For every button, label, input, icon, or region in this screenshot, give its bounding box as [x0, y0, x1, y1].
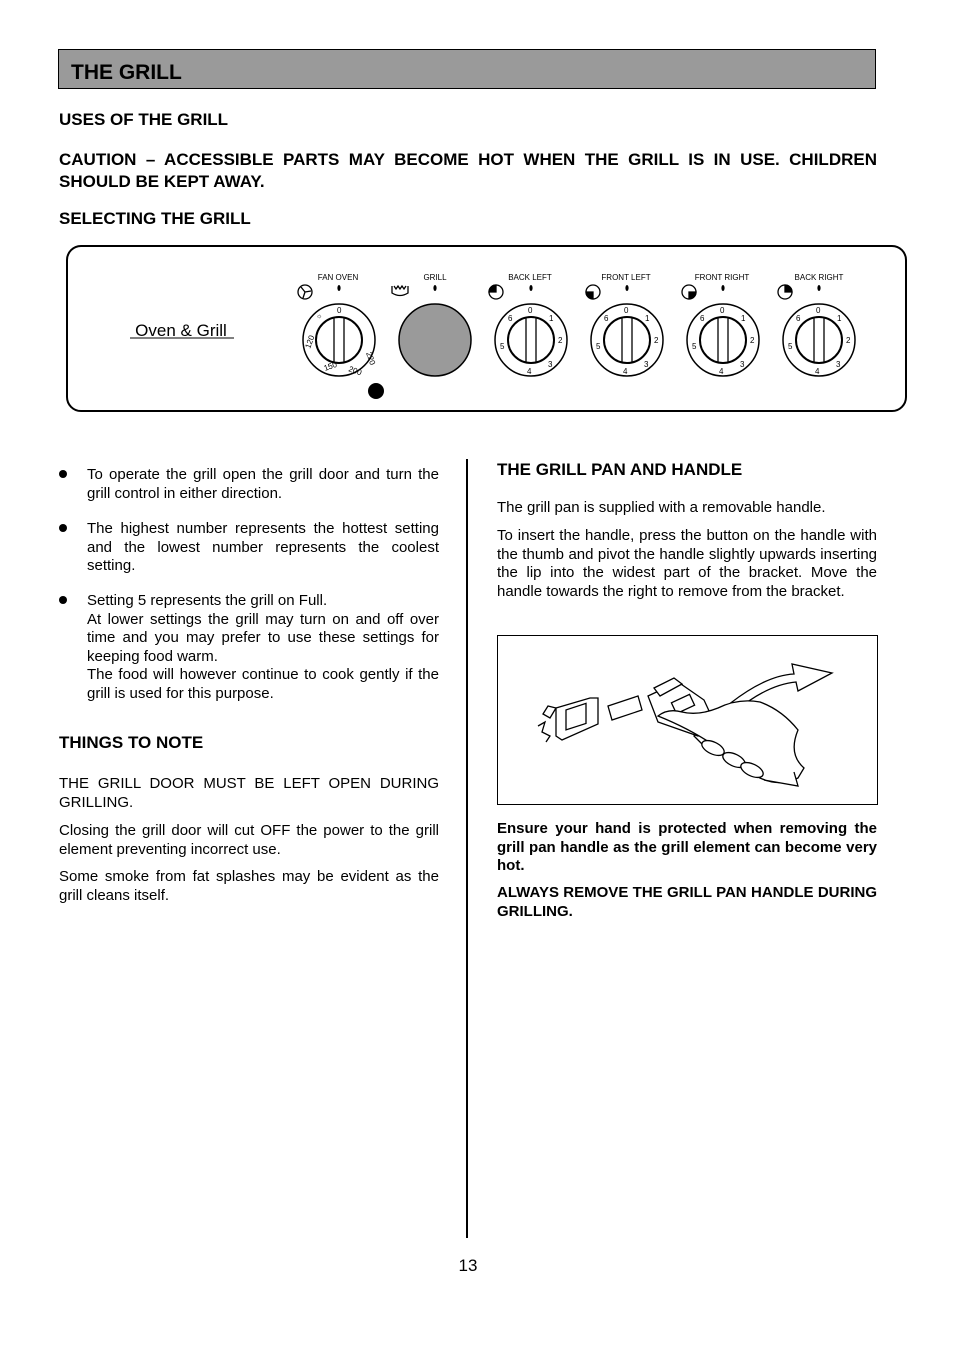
svg-text:2: 2	[750, 336, 755, 345]
smoke-note: Some smoke from fat splashes may be evident as the grill cleans itself.	[59, 868, 439, 904]
hob-front-right-icon	[682, 285, 696, 299]
lower-settings-text: At lower settings the grill may turn on and off over time and you may prefer to use these settings for keeping food warm.	[87, 610, 439, 665]
bullet-highest-number: The highest number represents the hottest setting and the lowest number represents the coolest setting.	[87, 520, 439, 574]
svg-text:6: 6	[700, 314, 705, 323]
pan-supplied-text: The grill pan is supplied with a removable handle.	[497, 499, 826, 516]
svg-text:200: 200	[347, 364, 363, 378]
svg-text:6: 6	[604, 314, 609, 323]
svg-text:120: 120	[303, 334, 317, 350]
svg-text:4: 4	[719, 367, 724, 376]
insert-handle-text: To insert the handle, press the button on the handle with the thumb and pivot the handle slightly upwards inserting the lip into the widest part of the bracket. Move the handle towards the right to remove from the bracket.	[497, 527, 877, 600]
brand-label: Oven & Grill	[135, 321, 227, 340]
knob-label-front-left: FRONT LEFT	[601, 273, 651, 282]
setting-5-text: Setting 5 represents the grill on Full.	[87, 592, 328, 609]
svg-text:220: 220	[364, 350, 378, 367]
svg-text:0: 0	[720, 306, 725, 315]
hand-protection-warning: Ensure your hand is protected when removing the grill pan handle as the grill element can become very hot.	[497, 820, 877, 874]
control-panel-illustration	[66, 245, 908, 413]
svg-text:5: 5	[788, 342, 793, 351]
svg-text:3: 3	[740, 360, 745, 369]
svg-text:5: 5	[692, 342, 697, 351]
bullet-dot	[59, 524, 67, 532]
svg-text:4: 4	[623, 367, 628, 376]
svg-text:0: 0	[816, 306, 821, 315]
svg-text:1: 1	[837, 314, 842, 323]
section-title: THE GRILL	[71, 61, 182, 84]
section-title-bar	[58, 49, 876, 89]
bullet-setting-5	[87, 592, 439, 703]
svg-text:0: 0	[528, 306, 533, 315]
svg-text:6: 6	[796, 314, 801, 323]
svg-text:150: 150	[322, 359, 339, 373]
grill-door-open-note: THE GRILL DOOR MUST BE LEFT OPEN DURING GRILLING.	[59, 775, 439, 811]
hand-icon	[658, 701, 804, 786]
svg-text:2: 2	[654, 336, 659, 345]
svg-text:3: 3	[548, 360, 553, 369]
things-to-note-heading: THINGS TO NOTE	[59, 733, 204, 752]
svg-text:2: 2	[846, 336, 851, 345]
svg-text:0: 0	[624, 306, 629, 315]
cook-gently-text: The food will however continue to cook gently if the grill is used for this purpose.	[87, 666, 439, 702]
svg-text:3: 3	[644, 360, 649, 369]
svg-text:0: 0	[337, 306, 342, 315]
svg-text:6: 6	[508, 314, 513, 323]
bullet-operate: To operate the grill open the grill door and turn the grill control in either direction.	[87, 466, 439, 502]
grill-control-knob	[399, 304, 471, 376]
hob-front-left-icon	[586, 285, 600, 299]
knob-label-back-right: BACK RIGHT	[794, 273, 844, 282]
page-number: 13	[458, 1256, 478, 1275]
selecting-heading: SELECTING THE GRILL	[59, 209, 251, 228]
grill-pan-heading: THE GRILL PAN AND HANDLE	[497, 460, 743, 479]
closing-door-note: Closing the grill door will cut OFF the power to the grill element preventing incorrect use.	[59, 822, 439, 858]
svg-text:1: 1	[549, 314, 554, 323]
svg-text:☼: ☼	[316, 313, 323, 320]
uses-heading: USES OF THE GRILL	[59, 110, 229, 129]
svg-text:4: 4	[527, 367, 532, 376]
svg-text:5: 5	[596, 342, 601, 351]
svg-text:1: 1	[741, 314, 746, 323]
knob-label-grill: GRILL	[423, 273, 447, 282]
caution-text: CAUTION – ACCESSIBLE PARTS MAY BECOME HOT WHEN THE GRILL IS IN USE. CHILDREN SHOULD BE KEPT AWAY.	[59, 150, 877, 191]
column-divider	[466, 459, 468, 1238]
svg-text:1: 1	[645, 314, 650, 323]
bullet-dot	[59, 470, 67, 478]
knob-label-fan-oven: FAN OVEN	[317, 273, 359, 282]
knob-label-back-left: BACK LEFT	[508, 273, 552, 282]
svg-text:3: 3	[836, 360, 841, 369]
svg-text:2: 2	[558, 336, 563, 345]
knob-label-front-right: FRONT RIGHT	[694, 273, 750, 282]
remove-handle-warning: ALWAYS REMOVE THE GRILL PAN HANDLE DURING GRILLING.	[497, 884, 877, 920]
svg-text:4: 4	[815, 367, 820, 376]
bullet-dot	[59, 596, 67, 604]
power-indicator-light	[368, 383, 384, 399]
hob-back-right-icon	[778, 285, 792, 299]
grill-pan-handle-illustration	[497, 635, 878, 805]
bracket-icon	[538, 698, 598, 742]
hob-back-left-icon	[489, 285, 503, 299]
svg-text:5: 5	[500, 342, 505, 351]
